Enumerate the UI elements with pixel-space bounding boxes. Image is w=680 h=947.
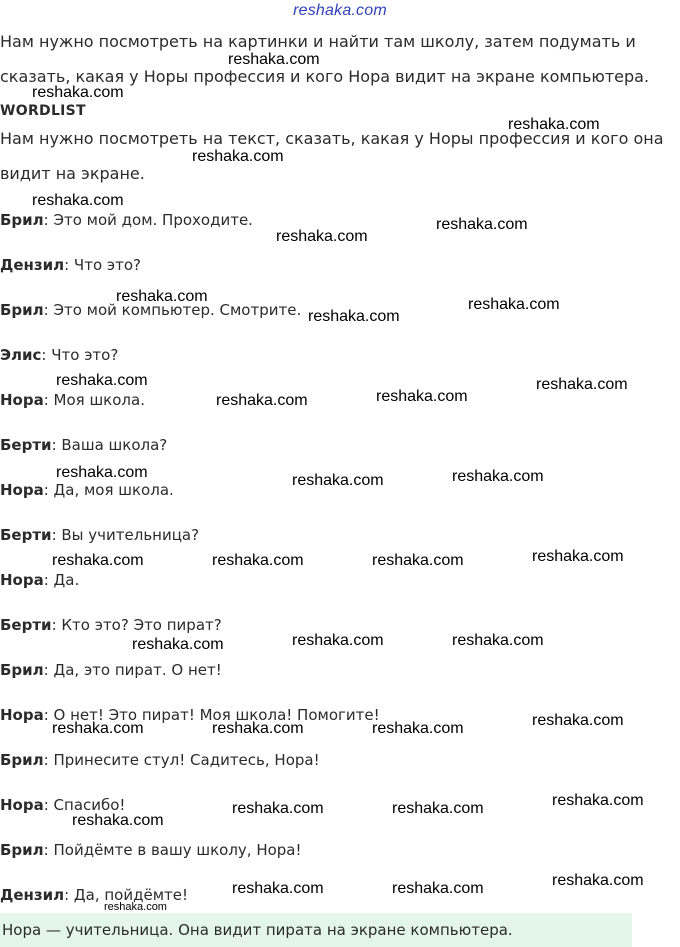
watermark: reshaka.com — [104, 901, 167, 913]
speaker-name: Дензил — [0, 886, 65, 904]
watermark: reshaka.com — [532, 712, 624, 729]
task-text: Нам нужно посмотреть на текст, сказать, какая у Норы профессия и кого она видит на экране. — [0, 129, 664, 183]
dialogue-line — [0, 481, 174, 499]
site-logo[interactable]: reshaka.com — [293, 2, 387, 19]
watermark: reshaka.com — [216, 392, 308, 409]
watermark: reshaka.com — [452, 468, 544, 485]
line-text: : Что это? — [64, 256, 142, 274]
watermark: reshaka.com — [372, 552, 464, 569]
watermark: reshaka.com — [308, 308, 400, 325]
dialogue-line — [0, 391, 145, 409]
line-text: : Да, пойдёмте! — [64, 886, 189, 904]
watermark: reshaka.com — [468, 296, 560, 313]
dialogue-line — [0, 436, 167, 454]
line-text: : Кто это? Это пират? — [51, 616, 222, 634]
dialogue-line — [0, 526, 199, 544]
speaker-name: Брил — [0, 661, 44, 679]
line-text: : Пойдёмте в вашу школу, Нора! — [43, 841, 302, 859]
dialogue-line — [0, 346, 118, 364]
speaker-name: Берти — [0, 436, 52, 454]
watermark: reshaka.com — [532, 548, 624, 565]
watermark: reshaka.com — [276, 228, 368, 245]
watermark: reshaka.com — [228, 51, 320, 68]
line-text: : Спасибо! — [43, 796, 126, 814]
watermark: reshaka.com — [56, 464, 148, 481]
watermark: reshaka.com — [372, 720, 464, 737]
dialogue-line — [0, 616, 222, 634]
line-text: : Вы учительница? — [51, 526, 200, 544]
watermark: reshaka.com — [232, 880, 324, 897]
line-text: : Что это? — [41, 346, 119, 364]
dialogue-line — [0, 256, 141, 274]
speaker-name: Берти — [0, 616, 52, 634]
watermark: reshaka.com — [536, 376, 628, 393]
watermark: reshaka.com — [552, 792, 644, 809]
speaker-name: Нора — [0, 796, 44, 814]
line-text: : Ваша школа? — [51, 436, 168, 454]
speaker-name: Брил — [0, 211, 44, 229]
speaker-name: Брил — [0, 301, 44, 319]
line-text: : Это мой дом. Проходите. — [43, 211, 253, 229]
speaker-name: Элис — [0, 346, 42, 364]
watermark: reshaka.com — [232, 800, 324, 817]
watermark: reshaka.com — [132, 636, 224, 653]
line-text: : Моя школа. — [43, 391, 145, 409]
watermark: reshaka.com — [392, 880, 484, 897]
watermark: reshaka.com — [292, 472, 384, 489]
watermark: reshaka.com — [392, 800, 484, 817]
watermark: reshaka.com — [552, 872, 644, 889]
watermark: reshaka.com — [56, 372, 148, 389]
speaker-name: Брил — [0, 841, 44, 859]
speaker-name: Нора — [0, 391, 44, 409]
line-text: : Да, моя школа. — [43, 481, 174, 499]
watermark: reshaka.com — [116, 288, 208, 305]
dialogue-line — [0, 661, 222, 679]
line-text: : Да, это пират. О нет! — [43, 661, 222, 679]
dialogue-line — [0, 211, 253, 229]
answer-box: Нора — учительница. Она видит пирата на экране компьютера. — [0, 913, 632, 947]
wordlist-heading: WORDLIST — [0, 103, 86, 119]
watermark: reshaka.com — [32, 192, 124, 209]
speaker-name: Брил — [0, 751, 44, 769]
watermark: reshaka.com — [52, 552, 144, 569]
watermark: reshaka.com — [192, 148, 284, 165]
dialogue-line — [0, 571, 79, 589]
line-text: : Да. — [43, 571, 80, 589]
line-text: : О нет! Это пират! Моя школа! Помогите! — [43, 706, 380, 724]
dialogue-line — [0, 841, 302, 859]
speaker-name: Нора — [0, 571, 44, 589]
watermark: reshaka.com — [452, 632, 544, 649]
watermark: reshaka.com — [376, 388, 468, 405]
dialogue-line — [0, 751, 320, 769]
line-text: : Это мой компьютер. Смотрите. — [43, 301, 302, 319]
speaker-name: Нора — [0, 481, 44, 499]
instruction-text: Нам нужно посмотреть на картинки и найти там школу, затем подумать и сказать, какая у Норы профессия и кого Нора видит на экране компьютера. — [0, 32, 650, 86]
watermark: reshaka.com — [32, 84, 124, 101]
speaker-name: Нора — [0, 706, 44, 724]
speaker-name: Дензил — [0, 256, 65, 274]
watermark: reshaka.com — [52, 720, 144, 737]
watermark: reshaka.com — [212, 720, 304, 737]
watermark: reshaka.com — [436, 216, 528, 233]
watermark: reshaka.com — [72, 812, 164, 829]
line-text: : Принесите стул! Садитесь, Нора! — [43, 751, 320, 769]
watermark: reshaka.com — [292, 632, 384, 649]
watermark: reshaka.com — [212, 552, 304, 569]
watermark: reshaka.com — [508, 116, 600, 133]
speaker-name: Берти — [0, 526, 52, 544]
